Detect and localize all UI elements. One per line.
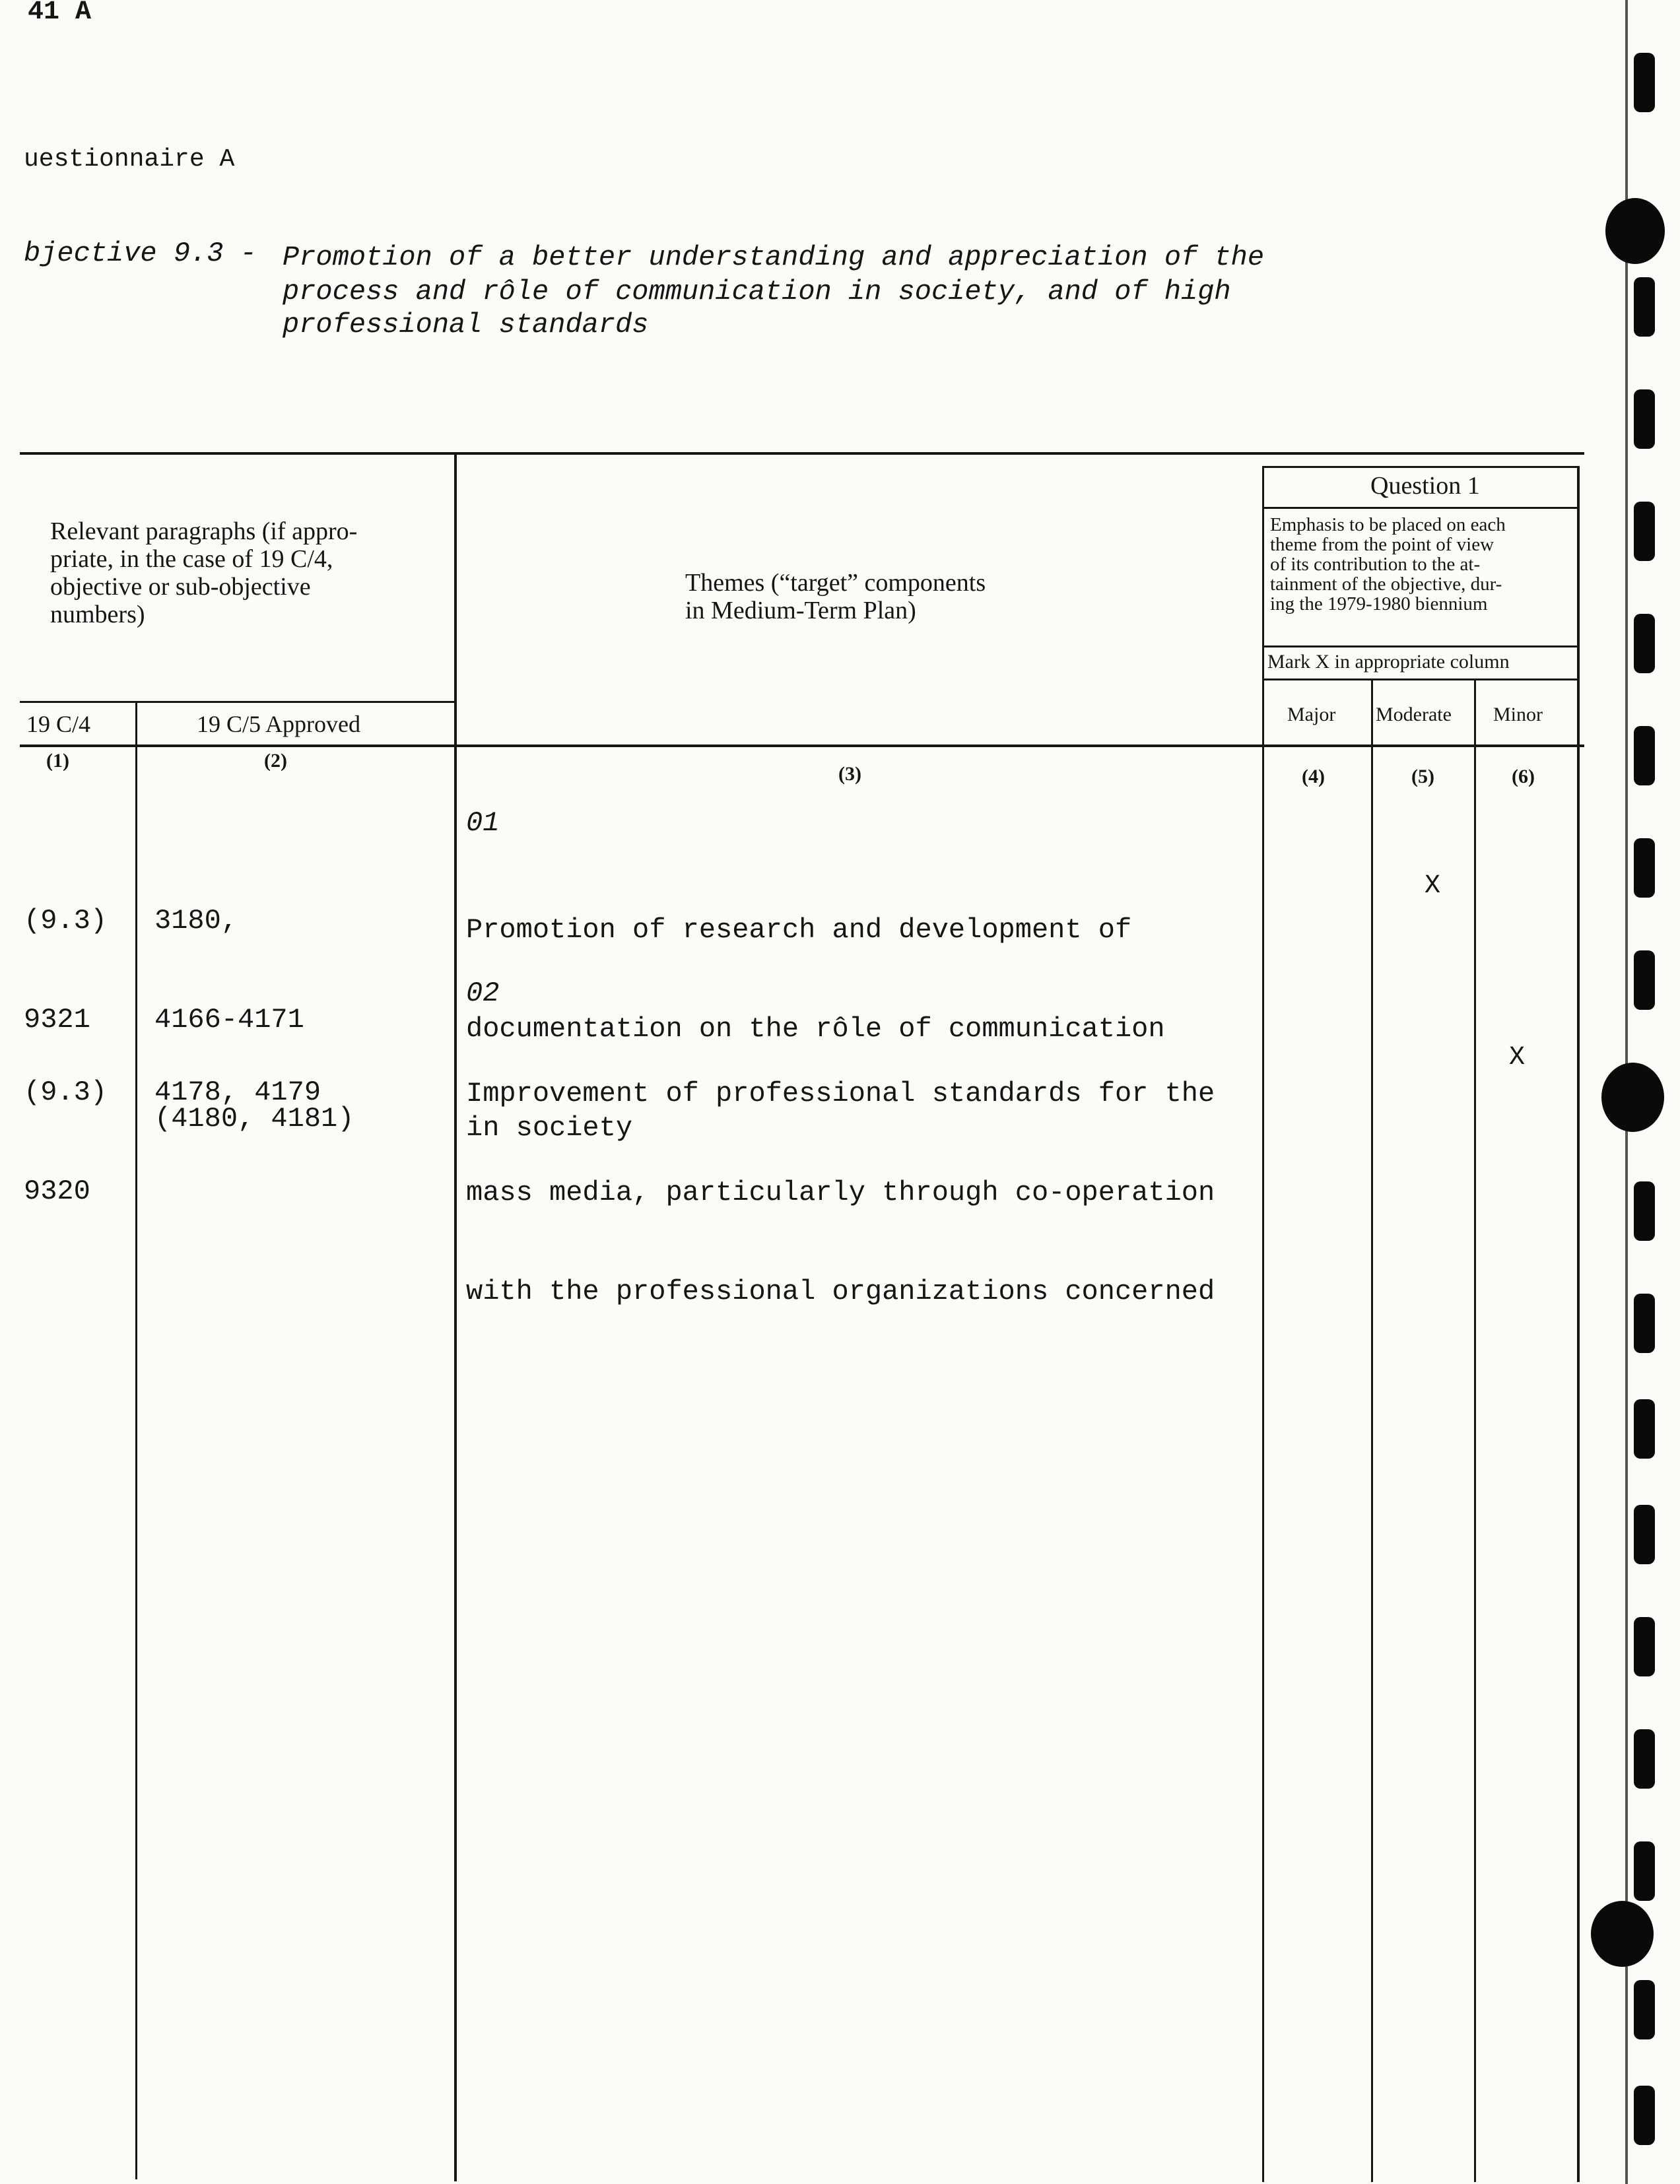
page-number: 41 A [28, 0, 92, 27]
relevant-paragraphs-line-2: priate, in the case of 19 C/4, [50, 545, 333, 573]
relevant-paragraphs-header [50, 517, 446, 628]
objective-line-1: Promotion of a better understanding and appreciation of the [283, 242, 1265, 273]
col-rule-2 [454, 452, 457, 2181]
objective-label: bjective 9.3 - [24, 238, 257, 269]
punch-hole-16 [1634, 1729, 1655, 1789]
punch-hole-4 [1634, 389, 1655, 449]
major-header: Major [1287, 704, 1336, 725]
row-2-theme [466, 1011, 1215, 1341]
emphasis-line-2: theme from the point of view [1270, 534, 1495, 555]
minor-header: Minor [1493, 704, 1543, 725]
row-2-c4-line-1: (9.3) [24, 1076, 108, 1108]
col-rule-4 [1371, 678, 1373, 2182]
row-1-c4-line-2: 9321 [24, 1004, 90, 1036]
themes-header [685, 569, 1081, 624]
relevant-paragraphs-line-4: numbers) [50, 601, 145, 628]
emphasis-line-3: of its contribution to the at- [1270, 554, 1481, 575]
punch-hole-6 [1634, 614, 1655, 673]
column-number-5: (5) [1411, 766, 1434, 787]
row-2-c4-line-2: 9320 [24, 1175, 90, 1207]
column-number-4: (4) [1302, 766, 1325, 787]
row-2-c4 [24, 1010, 107, 1241]
col2-header: 19 C/5 Approved [197, 711, 360, 737]
punch-hole-1 [1634, 53, 1655, 112]
punch-hole-20 [1634, 2086, 1655, 2145]
objective-line-3: professional standards [283, 309, 649, 341]
row-1-theme-number: 01 [466, 807, 500, 839]
question-top-rule [1262, 466, 1579, 468]
punch-hole-10 [1601, 1063, 1664, 1132]
question-title-rule [1262, 507, 1579, 509]
row-2-mark-minor: X [1509, 1043, 1526, 1073]
row-2-theme-line-1: Improvement of professional standards for the [466, 1078, 1215, 1109]
row-1-theme-line-3: in society [466, 1112, 633, 1144]
col-rule-6 [1577, 466, 1580, 2182]
table-top-rule [20, 452, 1584, 455]
questionnaire-title: uestionnaire A [24, 145, 235, 174]
punch-hole-9 [1634, 950, 1655, 1010]
column-number-3: (3) [838, 763, 861, 785]
mark-instruction: Mark X in appropriate column [1267, 651, 1510, 673]
column-number-6: (6) [1512, 766, 1535, 787]
row-2-theme-number: 02 [466, 977, 500, 1009]
row-1-mark-moderate: X [1425, 871, 1441, 901]
objective-line-2: process and rôle of communication in society, and of high [283, 276, 1231, 308]
header-bottom-rule [20, 745, 1584, 747]
punch-hole-11 [1634, 1181, 1655, 1241]
moderate-header: Moderate [1376, 704, 1452, 725]
punch-hole-14 [1634, 1505, 1655, 1564]
row-1-c4-line-1: (9.3) [24, 905, 108, 937]
punch-hole-5 [1634, 502, 1655, 561]
mark-rule [1262, 678, 1579, 680]
themes-line-2: in Medium-Term Plan) [685, 597, 916, 624]
row-2-c5-line-1: 4178, 4179 [154, 1076, 321, 1108]
relevant-paragraphs-line-1: Relevant paragraphs (if appro- [50, 517, 358, 545]
emphasis-header [1270, 515, 1576, 614]
punch-hole-12 [1634, 1294, 1655, 1353]
column-number-1: (1) [46, 750, 69, 772]
punch-hole-18 [1591, 1901, 1654, 1967]
emphasis-line-4: tainment of the objective, dur- [1270, 574, 1502, 595]
punch-hole-2 [1605, 198, 1665, 264]
col-rule-5 [1474, 678, 1476, 2182]
punch-hole-3 [1634, 277, 1655, 337]
subheader-rule [20, 701, 455, 703]
row-1-theme-line-1: Promotion of research and development of [466, 914, 1132, 946]
relevant-paragraphs-line-3: objective or sub-objective [50, 573, 311, 601]
row-1-c5-line-1: 3180, [154, 905, 238, 937]
emphasis-line-1: Emphasis to be placed on each [1270, 514, 1506, 535]
row-2-c5 [154, 1010, 321, 1142]
row-1-c5-line-3: (4180, 4181) [154, 1103, 354, 1135]
column-number-2: (2) [264, 750, 287, 772]
col1-header: 19 C/4 [26, 711, 91, 737]
themes-line-1: Themes (“target” components [685, 569, 986, 597]
row-2-theme-line-2: mass media, particularly through co-operation [466, 1177, 1215, 1208]
row-1-c5-line-2: 4166-4171 [154, 1004, 304, 1036]
col-rule-1 [135, 701, 137, 2179]
row-1-theme-line-2: documentation on the rôle of communication [466, 1013, 1165, 1045]
punch-hole-15 [1634, 1617, 1655, 1676]
punch-hole-19 [1634, 1980, 1655, 2039]
punch-hole-17 [1634, 1841, 1655, 1901]
punch-hole-8 [1634, 838, 1655, 898]
emphasis-line-5: ing the 1979-1980 biennium [1270, 593, 1488, 614]
punch-hole-7 [1634, 726, 1655, 785]
emphasis-rule [1262, 645, 1579, 647]
punch-hole-13 [1634, 1399, 1655, 1459]
col-rule-3 [1262, 466, 1264, 2182]
row-2-theme-line-3: with the professional organizations concerned [466, 1276, 1215, 1307]
question-title: Question 1 [1370, 472, 1480, 500]
